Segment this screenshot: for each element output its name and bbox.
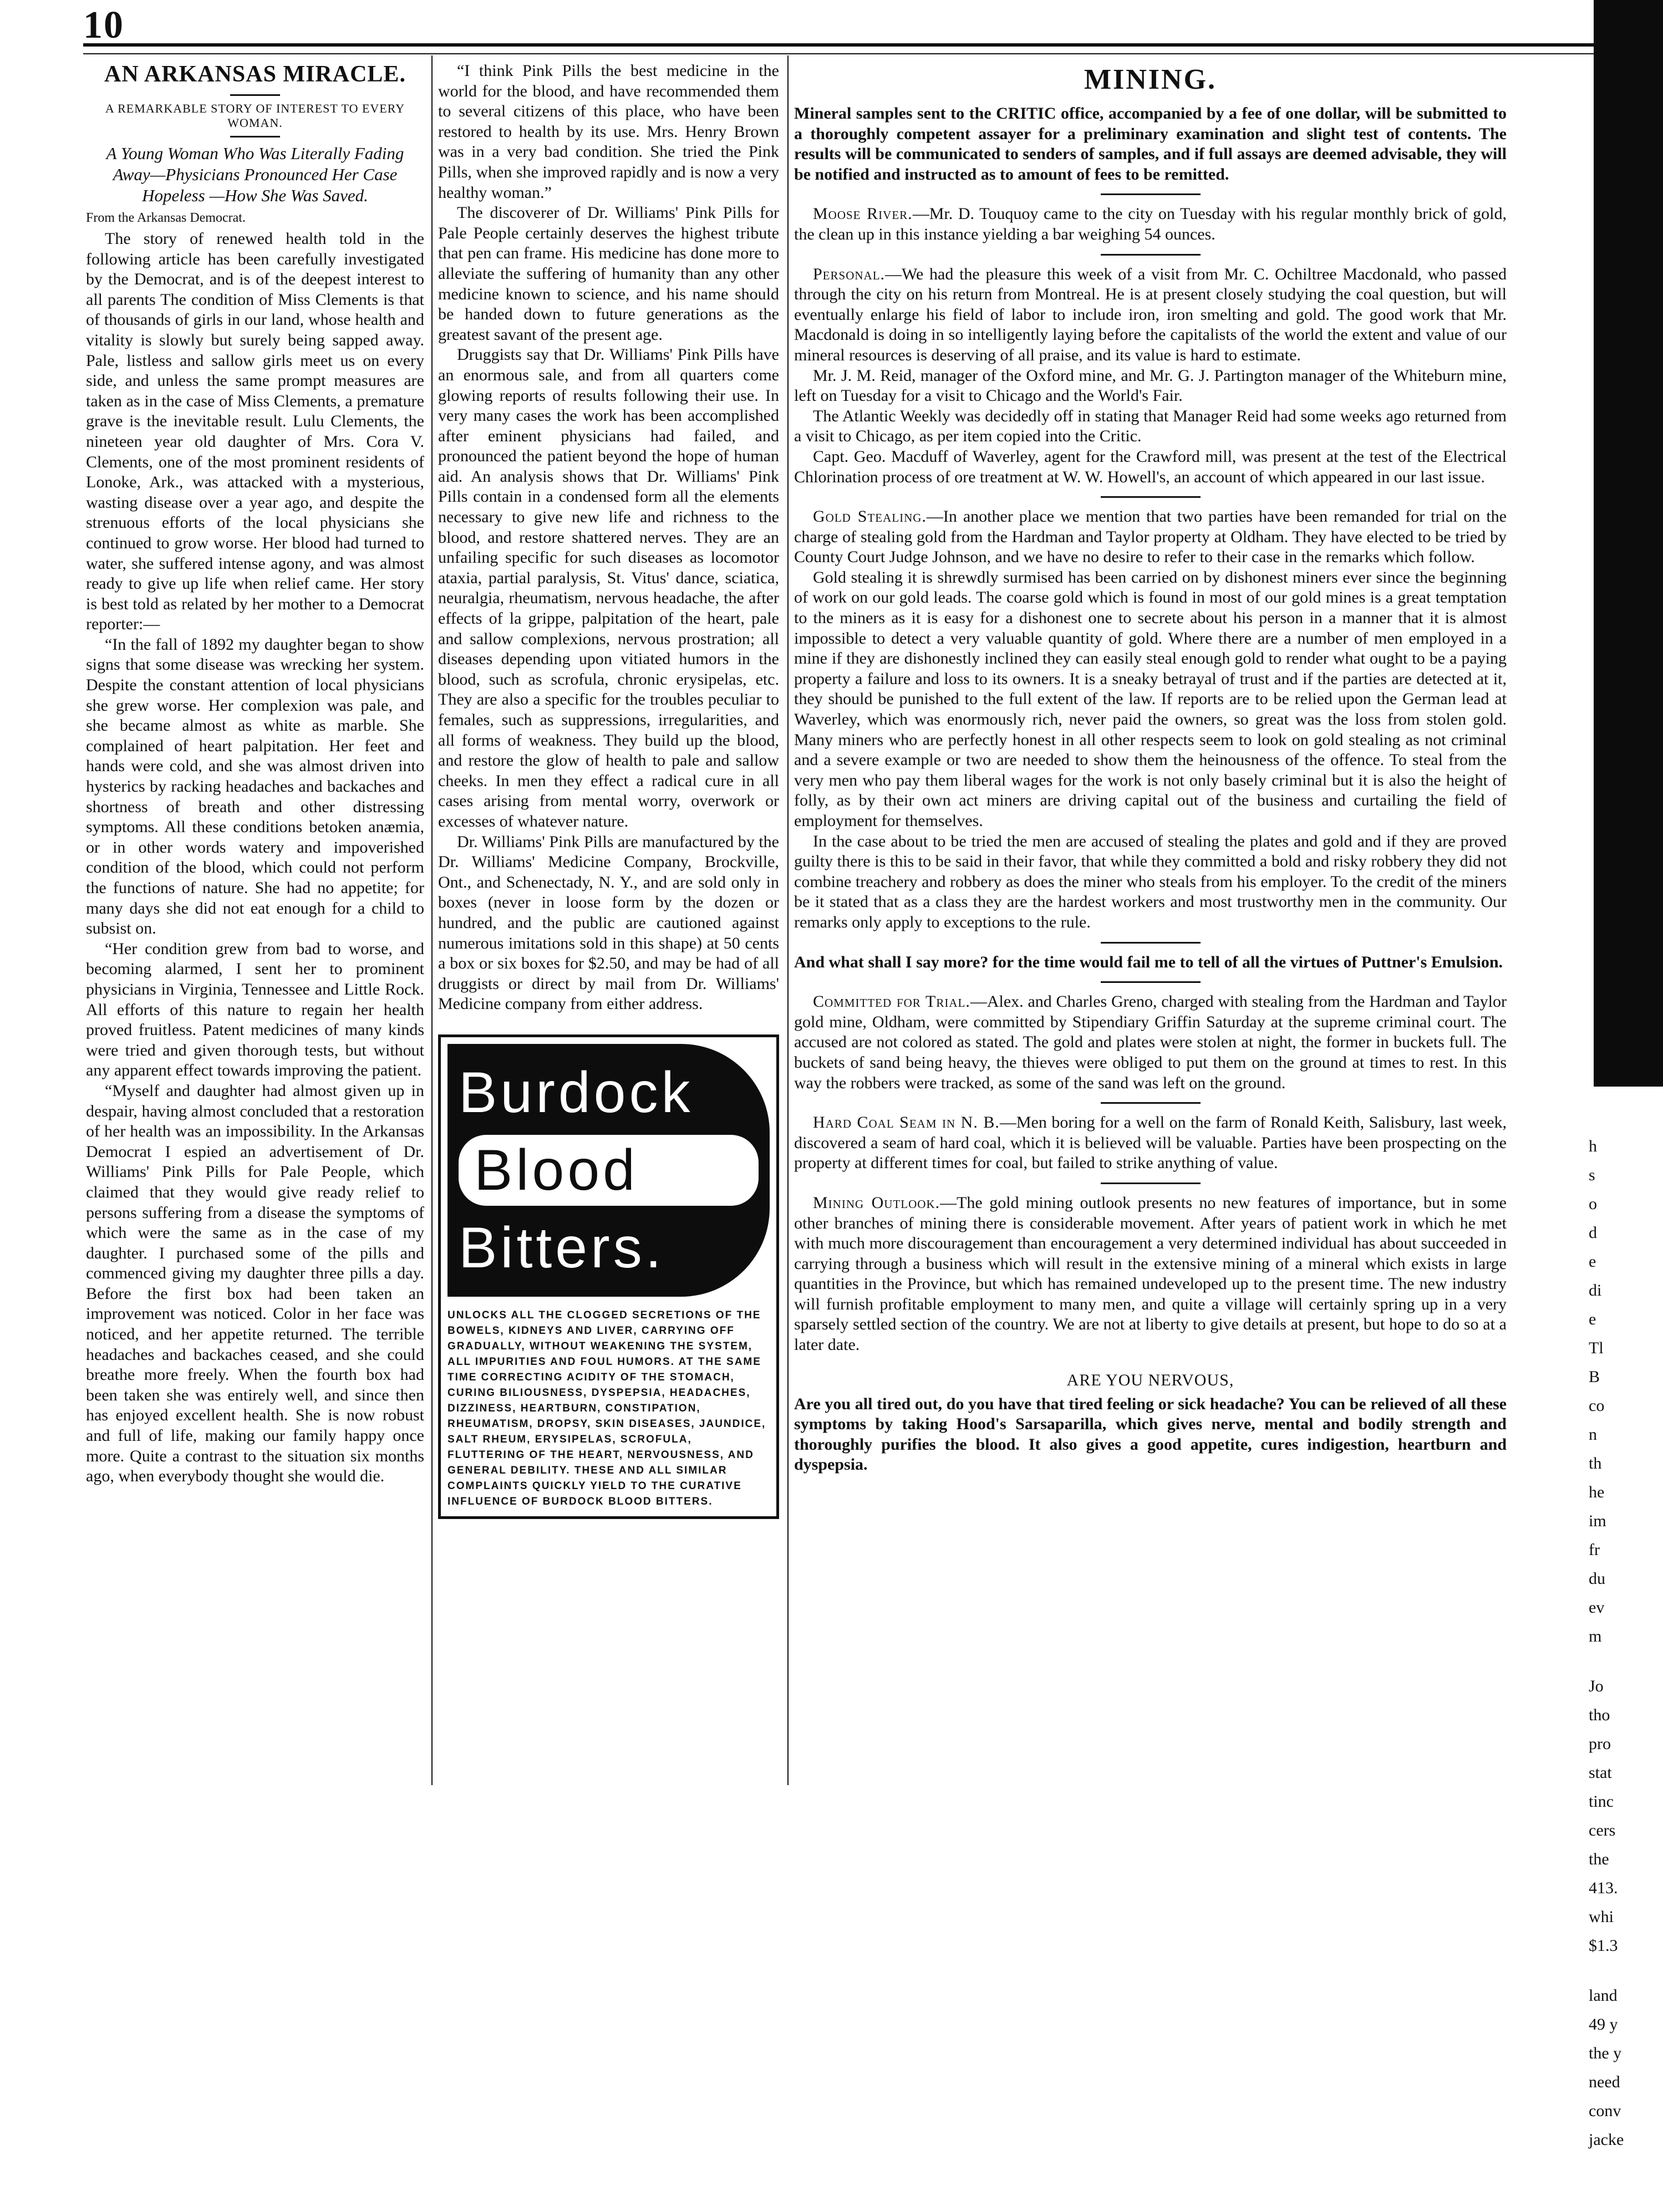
edge-fragment: ev bbox=[1589, 1598, 1605, 1617]
paragraph: The discoverer of Dr. Williams' Pink Pills for Pale People certainly deserves the highest tribute that pen can frame. His medicine has done more to alleviate the suffering of humanity than any other medicine known to science, and his name should be handed down to future generations as the greatest savant of the present age. bbox=[438, 203, 779, 344]
edge-fragment: e bbox=[1589, 1310, 1596, 1328]
ad-heading: ARE YOU NERVOUS, bbox=[1066, 1370, 1234, 1389]
edge-fragment: Jo bbox=[1589, 1677, 1604, 1695]
item-text: —Mr. D. Touquoy came to the city on Tuesday with his regular monthly brick of gold, the clean up in this instance yielding a bar weighing 54 ounces. bbox=[794, 205, 1507, 243]
edge-fragment: jacke bbox=[1589, 2131, 1624, 2149]
column-pink-pills bbox=[438, 61, 779, 1519]
edge-fragment: tinc bbox=[1589, 1792, 1614, 1811]
edge-fragment: whi bbox=[1589, 1908, 1614, 1926]
edge-fragment: cers bbox=[1589, 1821, 1616, 1839]
edge-fragment: o bbox=[1589, 1195, 1597, 1213]
article-deck: A Young Woman Who Was Literally Fading Away—Physicians Pronounced Her Case Hopeless —How She Was Saved. bbox=[106, 144, 404, 205]
emulsion-note: And what shall I say more? for the time would fail me to tell of all the virtues of Puttner's Emulsion. bbox=[794, 952, 1503, 971]
item-text: —Men boring for a well on the farm of Ronald Keith, Salisbury, last week, discovered a seam of hard coal, which it is believed will be valuable. Parties have been prospecting on the property at different times for coal, but failed to strike anything of value. bbox=[794, 1113, 1507, 1173]
news-item bbox=[794, 992, 1507, 1093]
item-text: Capt. Geo. Macduff of Waverley, agent for the Crawford mill, was present at the test of the Electrical Chlorination process of ore treatment at W. W. Howell's, an account of which appeared in our last issue. bbox=[794, 447, 1507, 486]
item-text: —Alex. and Charles Greno, charged with stealing from the Hardman and Taylor gold mine, Oldham, were committed by Stipendiary Griffin Saturday at the supreme criminal court. The accused are not colored as stated. The gold and plates were stolen at night, the former in buckets full. The buckets of sand being heavy, the thieves were obliged to put them on the ground at times to rest. In this way the robbers were tracked, as some of the sand was left on the ground. bbox=[794, 992, 1507, 1092]
scan-edge-shadow bbox=[1594, 0, 1663, 1087]
edge-fragment: stat bbox=[1589, 1764, 1612, 1782]
ad-logo-line: Burdock bbox=[459, 1060, 694, 1125]
article-headline: AN ARKANSAS MIRACLE. bbox=[104, 62, 406, 87]
edge-fragment: $1.3 bbox=[1589, 1936, 1618, 1955]
ad-body-text: UNLOCKS ALL THE CLOGGED SECRETIONS OF THE BOWELS, KIDNEYS AND LIVER, CARRYING OFF GRADUALLY, WITHOUT WEAKENING THE SYSTEM, ALL IMPURITIES AND FOUL HUMORS. AT THE SAME TIME CORRECTING ACIDITY OF THE STOMACH, CURING BILIOUSNESS, DYSPEPSIA, HEADACHES, DIZZINESS, HEARTBURN, CONSTIPATION, RHEUMATISM, DROPSY, SKIN DISEASES, JAUNDICE, SALT RHEUM, ERYSIPELAS, SCROFULA, FLUTTERING OF THE HEART, NERVOUSNESS, AND GENERAL DEBILITY. THESE AND ALL SIMILAR COMPLAINTS QUICKLY YIELD TO THE CURATIVE INFLUENCE OF BURDOCK BLOOD BITTERS. bbox=[447, 1309, 766, 1507]
paragraph: “In the fall of 1892 my daughter began to show signs that some disease was wrecking her system. Despite the constant attention of local physicians she grew worse. Her complexion was pale, and she became almost as white as marble. She complained of heart palpitation. Her feet and hands were cold, and she was almost driven into hysterics by racking headaches and backaches and shortness of breath and other distressing symptoms. All these conditions betoken anæmia, or in other words watery and impoverished condition of the blood, which could not perform the functions of nature. She had no appetite; for many days she did not eat enough for a child to subsist on. bbox=[86, 635, 424, 938]
rule bbox=[1101, 254, 1201, 256]
page-number: 10 bbox=[83, 4, 124, 47]
edge-fragment: need bbox=[1589, 2073, 1620, 2091]
item-lead: Moose River. bbox=[813, 205, 913, 223]
item-text: —We had the pleasure this week of a visit from Mr. C. Ochiltree Macdonald, who passed through the city on his return from Montreal. He is at present closely studying the coal question, but will eventually enlarge his field of labor to include iron, iron smelting and gold. The good work that Mr. Macdonald is doing in so intelligently laying before the capitalists of the world the extent and value of our mineral resources is deserving of all praise, and its value is hard to estimate. bbox=[794, 264, 1507, 364]
item-lead: Personal. bbox=[813, 264, 886, 283]
item-lead: Hard Coal Seam in N. B. bbox=[813, 1113, 1000, 1132]
article-subhead: A REMARKABLE STORY OF INTEREST TO EVERY WOMAN. bbox=[105, 101, 405, 130]
edge-fragment: the y bbox=[1589, 2044, 1622, 2062]
rule bbox=[1101, 496, 1201, 498]
news-item bbox=[794, 447, 1507, 487]
ad-logo bbox=[447, 1044, 770, 1297]
news-item bbox=[794, 366, 1507, 406]
news-item bbox=[794, 1113, 1507, 1174]
paragraph: Druggists say that Dr. Williams' Pink Pills have an enormous sale, and from all quarters come glowing reports of results following their use. In very many cases the work has been accomplished after eminent physicians had failed, and pronounced the patient beyond the hope of human aid. An analysis shows that Dr. Williams' Pink Pills contain in a condensed form all the elements necessary to give new life and richness to the blood, and restore shattered nerves. They are an unfailing specific for such diseases as locomotor ataxia, partial paralysis, St. Vitus' dance, sciatica, neuralgia, rheumatism, nervous headache, the after effects of la grippe, palpitation of the heart, pale and sallow complexions, nervous prostration; all diseases depending upon vitiated humors in the blood, such as scrofula, chronic erysipelas, etc. They are also a specific for the troubles peculiar to females, such as suppressions, irregularities, and all forms of weakness. They build up the blood, and restore the glow of health to pale and sallow cheeks. In men they effect a radical cure in all cases arising from mental worry, overwork or excesses of whatever nature. bbox=[438, 345, 779, 830]
rule bbox=[230, 136, 280, 137]
news-item bbox=[794, 204, 1507, 244]
edge-fragment: land bbox=[1589, 1986, 1618, 2005]
edge-fragment: fr bbox=[1589, 1541, 1600, 1559]
article-source: From the Arkansas Democrat. bbox=[86, 211, 246, 225]
edge-fragment: e bbox=[1589, 1252, 1596, 1271]
rule bbox=[1101, 1102, 1201, 1104]
edge-fragment: tho bbox=[1589, 1706, 1610, 1724]
top-rule-thin bbox=[83, 53, 1663, 54]
hoods-ad-text: Are you all tired out, do you have that tired feeling or sick headache? You can be relieved of all these symptoms by taking Hood's Sarsaparilla, which gives nerve, mental and bodily strength and thoroughly purifies the blood. It also gives a good appetite, cures indigestion, heartburn and dyspepsia. bbox=[794, 1394, 1507, 1474]
item-text: In the case about to be tried the men are accused of stealing the plates and gold and if they are proved guilty there is this to be said in their favor, that while they committed a bold and risky robbery they did not combine treachery and robbery as does the miner who steals from his employer. To the credit of the miners be it stated that as a class they are the hardest workers and most trustworthy men in the community. Our remarks only apply to exceptions to the rule. bbox=[794, 832, 1507, 931]
item-text: —In another place we mention that two parties have been remanded for trial on the charge of stealing gold from the Hardman and Taylor property at Oldham. They have elected to be tried by County Court Judge Johnson, and we have no desire to refer to their case in the remarks which follow. bbox=[794, 507, 1507, 567]
edge-fragment: Tl bbox=[1589, 1339, 1604, 1357]
item-lead: Gold Stealing. bbox=[813, 507, 927, 526]
edge-fragment: im bbox=[1589, 1512, 1606, 1530]
column-divider-1 bbox=[431, 55, 433, 1785]
edge-fragment: pro bbox=[1589, 1735, 1611, 1753]
news-item bbox=[794, 507, 1507, 568]
rule bbox=[1101, 1183, 1201, 1184]
edge-fragment: th bbox=[1589, 1454, 1602, 1472]
paragraph: “Her condition grew from bad to worse, and becoming alarmed, I sent her to prominent physicians in Virginia, Tennessee and Little Rock. All efforts of this nature to regain her health proved fruitless. Patent medicines of many kinds were tried and given thorough tests, but without any apparent effect towards improving the patient. bbox=[86, 939, 424, 1080]
edge-fragment: B bbox=[1589, 1368, 1600, 1386]
item-text: Mr. J. M. Reid, manager of the Oxford mine, and Mr. G. J. Partington manager of the Whiteburn mine, left on Tuesday for a visit to Chicago and the World's Fair. bbox=[794, 366, 1507, 405]
edge-fragment: 413. bbox=[1589, 1879, 1618, 1897]
paragraph: The story of renewed health told in the following article has been carefully investigated by the Democrat, and is of the deepest interest to all parents The condition of Miss Clements is that of thousands of girls in our land, whose health and vitality is slowly but surely being sapped away. Pale, listless and sallow girls meet us on every side, and unless the same prompt measures are taken as in the case of Miss Clements, a premature grave is the inevitable result. Lulu Clements, the nineteen year old daughter of Mrs. Cora V. Clements, one of the most prominent residents of Lonoke, Ark., was attacked with a mysterious, wasting disease over a year ago, and despite the strenuous efforts of the local physicians she continued to grow worse. Her blood had turned to water, she suffered intense agony, and was almost ready to give up life when relief came. Her story is best told as related by her mother to a Democrat reporter:— bbox=[86, 230, 424, 634]
news-item bbox=[794, 1193, 1507, 1355]
ad-logo-line: Bitters. bbox=[459, 1215, 665, 1280]
item-text: Gold stealing it is shrewdly surmised has been carried on by dishonest miners ever since the beginning of work on our gold leads. The coarse gold which is found in most of our gold mines is a great temptation to the miners as it is easy for a dishonest one to secrete about his person in a manner that it is almost impossible to detect a very valuable quantity of gold. Where there are a number of men employed in a mine if they are dishonestly inclined they can easily steal enough gold to render what ought to be a paying property a failure and loss to its owners. It is a sneaky betrayal of trust and if the parties are detected at it, they should be punished to the full extent of the law. If reports are to be relied upon the German lead at Waverley, which was enormously rich, never paid the owners, so great was the loss from stolen gold. Many miners who are perfectly honest in all other respects seem to look on gold stealing as not criminal and a severe example or two are needed to show them the heinousness of the offence. To steal from the very men who pay them liberal wages for the work is not only basely criminal but it is also the height of folly, as by their own act miners are driving capital out of the business and curtailing the field of employment for themselves. bbox=[794, 568, 1507, 830]
rule bbox=[1101, 981, 1201, 983]
burdock-blood-bitters-ad bbox=[438, 1034, 779, 1519]
column-mining bbox=[794, 61, 1507, 1475]
assay-note: Mineral samples sent to the CRITIC office, accompanied by a fee of one dollar, will be submitted to a thoroughly competent assayer for a preliminary examination and slight test of contents. The results will be communicated to senders of samples, and if full assays are deemed advisable, they will be notified and instructed as to amount of fees to be remitted. bbox=[794, 104, 1507, 184]
edge-fragment: s bbox=[1589, 1166, 1595, 1184]
item-text: —The gold mining outlook presents no new features of importance, but in some other branches of mining there is considerable movement. After years of patient work in which he met with much more discouragement than encouragement a very determined individual has about succeeded in carrying through a business which will result in the extensive mining of a mineral which exists in large quantities in the Province, but which has remained undeveloped up to the present time. The new industry will furnish profitable employment to many men, and quite a village will certainly spring up in a very sparsely settled section of the country. We are not at liberty to give details at present, but hope to do so at a later date. bbox=[794, 1193, 1507, 1354]
top-rule bbox=[83, 43, 1663, 47]
item-lead: Mining Outlook. bbox=[813, 1193, 940, 1212]
edge-fragment: co bbox=[1589, 1396, 1605, 1415]
news-item bbox=[794, 568, 1507, 832]
ad-logo-line: Blood bbox=[459, 1135, 759, 1206]
edge-fragment: the bbox=[1589, 1850, 1609, 1868]
paragraph: “Myself and daughter had almost given up in despair, having almost concluded that a restoration of her health was an impossibility. In the Arkansas Democrat I espied an advertisement of Dr. Williams' Pink Pills for Pale People, which claimed that they would give ready relief to persons suffering from a disease the symptoms of which were the same as in the case of my daughter. I purchased some of the pills and commenced giving my daughter three pills a day. Before the first box had been taken an improvement was noticed. Color in her face was noticed, and her appetite returned. The terrible headaches and backaches ceased, and she could breathe more freely. When the fourth box had been taken she was entirely well, and since then has enjoyed excellent health. She is now robust and full of life, making our family happy once more. Quite a contrast to the situation six months ago, when everybody thought she would die. bbox=[86, 1081, 424, 1486]
news-item bbox=[794, 406, 1507, 447]
edge-fragment: n bbox=[1589, 1425, 1597, 1444]
edge-fragment: conv bbox=[1589, 2102, 1621, 2120]
column-divider-2 bbox=[787, 55, 789, 1785]
paragraph: Dr. Williams' Pink Pills are manufactured by the Dr. Williams' Medicine Company, Brockville, Ont., and Schenectady, N. Y., and are sold only in boxes (never in loose form by the dozen or hundred, and the public are cautioned against numerous imitations sold in this shape) at 50 cents a box or six boxes for $2.50, and may be had of all druggists or direct by mail from Dr. Williams' Medicine company from either address. bbox=[438, 832, 779, 1013]
rule bbox=[1101, 193, 1201, 195]
edge-fragment: he bbox=[1589, 1483, 1605, 1501]
column-arkansas-miracle bbox=[86, 61, 424, 1487]
item-text: The Atlantic Weekly was decidedly off in stating that Manager Reid had some weeks ago returned from a visit to Chicago, as per item copied into the Critic. bbox=[794, 406, 1507, 446]
item-lead: Committed for Trial. bbox=[813, 992, 970, 1011]
section-title: MINING. bbox=[1084, 64, 1217, 95]
edge-fragment: h bbox=[1589, 1137, 1597, 1155]
edge-fragment: d bbox=[1589, 1224, 1597, 1242]
rule bbox=[1101, 942, 1201, 944]
rule bbox=[230, 94, 280, 96]
news-item bbox=[794, 832, 1507, 933]
edge-fragment: di bbox=[1589, 1281, 1602, 1299]
edge-fragment: 49 y bbox=[1589, 2015, 1618, 2033]
edge-fragment: m bbox=[1589, 1627, 1602, 1645]
edge-fragment: du bbox=[1589, 1569, 1605, 1588]
news-item bbox=[794, 264, 1507, 366]
paragraph: “I think Pink Pills the best medicine in the world for the blood, and have recommended them to several citizens of this place, who have been restored to health by its use. Mrs. Henry Brown was in a very bad condition. She tried the Pink Pills, when she improved rapidly and is now a very healthy woman.” bbox=[438, 62, 779, 202]
